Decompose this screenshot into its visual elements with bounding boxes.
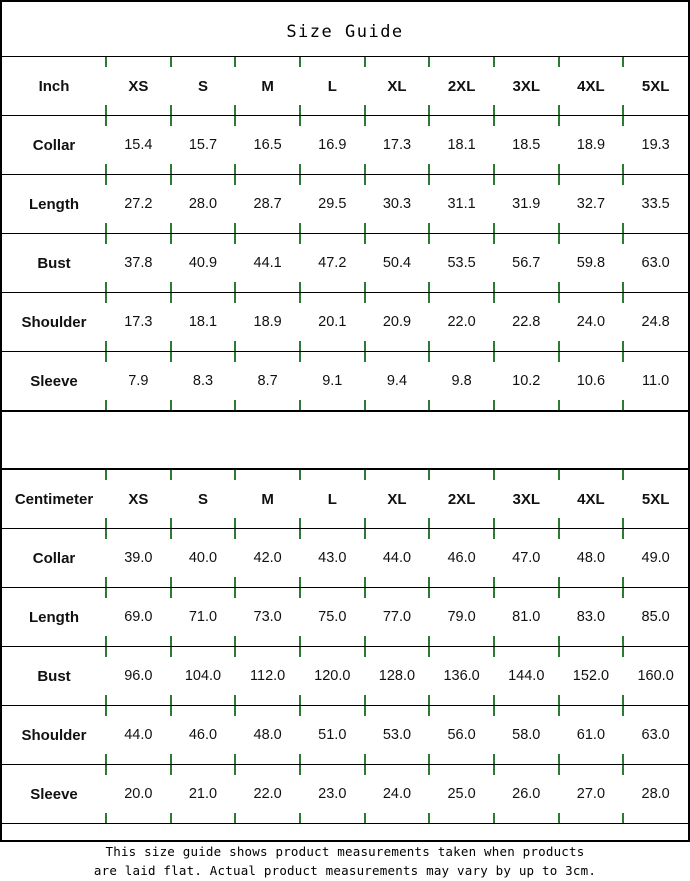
size-header: L [300,470,365,529]
size-header: XL [365,57,430,116]
size-header: 3XL [494,57,559,116]
measurement-cell: 20.9 [365,293,430,352]
table-row [2,706,688,765]
measurement-cell: 85.0 [623,588,688,647]
measurement-cell: 63.0 [623,706,688,765]
size-header: M [235,57,300,116]
row-label: Bust [2,234,106,293]
measurement-cell: 44.0 [365,529,430,588]
measurement-cell: 9.1 [300,352,365,411]
measurement-cell: 59.8 [559,234,624,293]
measurement-cell: 21.0 [171,765,236,824]
measurement-cell: 18.5 [494,116,559,175]
row-label: Bust [2,647,106,706]
size-header: 5XL [623,57,688,116]
measurement-cell: 71.0 [171,588,236,647]
measurement-cell: 96.0 [106,647,171,706]
measurement-cell: 18.9 [235,293,300,352]
measurement-cell: 46.0 [429,529,494,588]
measurement-cell: 53.5 [429,234,494,293]
measurement-cell: 46.0 [171,706,236,765]
measurement-cell: 28.7 [235,175,300,234]
measurement-cell: 30.3 [365,175,430,234]
table-header-row [2,57,688,116]
row-label: Sleeve [2,765,106,824]
measurement-cell: 31.9 [494,175,559,234]
measurement-cell: 48.0 [235,706,300,765]
measurement-cell: 18.1 [429,116,494,175]
measurement-cell: 69.0 [106,588,171,647]
measurement-cell: 56.7 [494,234,559,293]
measurement-cell: 18.1 [171,293,236,352]
measurement-cell: 16.5 [235,116,300,175]
measurement-cell: 20.1 [300,293,365,352]
table-header-row [2,470,688,529]
measurement-cell: 29.5 [300,175,365,234]
row-label: Collar [2,116,106,175]
inch-size-table [2,56,688,411]
measurement-cell: 49.0 [623,529,688,588]
table-row [2,765,688,824]
measurement-cell: 50.4 [365,234,430,293]
footer-line-2: are laid flat. Actual product measurements may vary by up to 3cm. [93,863,597,879]
measurement-cell: 27.0 [559,765,624,824]
size-header: XS [106,57,171,116]
size-header: L [300,57,365,116]
measurement-cell: 23.0 [300,765,365,824]
measurement-cell: 27.2 [106,175,171,234]
measurement-cell: 104.0 [171,647,236,706]
measurement-cell: 58.0 [494,706,559,765]
measurement-cell: 73.0 [235,588,300,647]
measurement-cell: 37.8 [106,234,171,293]
measurement-cell: 120.0 [300,647,365,706]
measurement-cell: 75.0 [300,588,365,647]
measurement-cell: 31.1 [429,175,494,234]
size-header: S [171,57,236,116]
measurement-cell: 32.7 [559,175,624,234]
measurement-cell: 44.1 [235,234,300,293]
size-header: XS [106,470,171,529]
measurement-cell: 47.2 [300,234,365,293]
measurement-cell: 22.0 [235,765,300,824]
table-row [2,293,688,352]
table-row [2,588,688,647]
measurement-cell: 8.7 [235,352,300,411]
measurement-cell: 77.0 [365,588,430,647]
measurement-cell: 10.6 [559,352,624,411]
measurement-cell: 10.2 [494,352,559,411]
unit-label-centimeter: Centimeter [2,470,106,529]
measurement-cell: 47.0 [494,529,559,588]
size-header: S [171,470,236,529]
size-header: 3XL [494,470,559,529]
size-header: 4XL [559,470,624,529]
row-label: Sleeve [2,352,106,411]
measurement-cell: 15.7 [171,116,236,175]
measurement-cell: 160.0 [623,647,688,706]
row-label: Collar [2,529,106,588]
measurement-cell: 136.0 [429,647,494,706]
measurement-cell: 24.8 [623,293,688,352]
size-header: 2XL [429,470,494,529]
measurement-cell: 56.0 [429,706,494,765]
measurement-cell: 19.3 [623,116,688,175]
table-row [2,175,688,234]
measurement-cell: 40.9 [171,234,236,293]
measurement-cell: 8.3 [171,352,236,411]
measurement-cell: 43.0 [300,529,365,588]
measurement-cell: 17.3 [106,293,171,352]
measurement-cell: 128.0 [365,647,430,706]
size-header: 4XL [559,57,624,116]
measurement-cell: 112.0 [235,647,300,706]
footer-line-1: This size guide shows product measurements taken when products [105,844,585,859]
table-row [2,352,688,411]
measurement-cell: 25.0 [429,765,494,824]
table-row [2,647,688,706]
table-separator [2,411,688,469]
measurement-cell: 11.0 [623,352,688,411]
size-header: 5XL [623,470,688,529]
measurement-cell: 40.0 [171,529,236,588]
measurement-cell: 44.0 [106,706,171,765]
row-label: Shoulder [2,706,106,765]
page-title: Size Guide [286,22,404,42]
measurement-cell: 28.0 [623,765,688,824]
measurement-cell: 15.4 [106,116,171,175]
measurement-cell: 83.0 [559,588,624,647]
table-row [2,234,688,293]
size-header: M [235,470,300,529]
measurement-cell: 22.0 [429,293,494,352]
measurement-cell: 152.0 [559,647,624,706]
row-label: Length [2,588,106,647]
measurement-cell: 48.0 [559,529,624,588]
table-row [2,529,688,588]
measurement-cell: 24.0 [559,293,624,352]
measurement-cell: 61.0 [559,706,624,765]
footer-note [2,824,688,881]
measurement-cell: 144.0 [494,647,559,706]
measurement-cell: 63.0 [623,234,688,293]
measurement-cell: 16.9 [300,116,365,175]
measurement-cell: 9.8 [429,352,494,411]
measurement-cell: 28.0 [171,175,236,234]
unit-label-inch: Inch [2,57,106,116]
measurement-cell: 7.9 [106,352,171,411]
size-header: 2XL [429,57,494,116]
measurement-cell: 24.0 [365,765,430,824]
measurement-cell: 18.9 [559,116,624,175]
measurement-cell: 20.0 [106,765,171,824]
measurement-cell: 81.0 [494,588,559,647]
measurement-cell: 51.0 [300,706,365,765]
row-label: Shoulder [2,293,106,352]
measurement-cell: 33.5 [623,175,688,234]
measurement-cell: 42.0 [235,529,300,588]
size-header: XL [365,470,430,529]
row-label: Length [2,175,106,234]
measurement-cell: 53.0 [365,706,430,765]
measurement-cell: 26.0 [494,765,559,824]
table-row [2,116,688,175]
measurement-cell: 9.4 [365,352,430,411]
measurement-cell: 22.8 [494,293,559,352]
measurement-cell: 79.0 [429,588,494,647]
measurement-cell: 17.3 [365,116,430,175]
centimeter-size-table [2,469,688,824]
measurement-cell: 39.0 [106,529,171,588]
